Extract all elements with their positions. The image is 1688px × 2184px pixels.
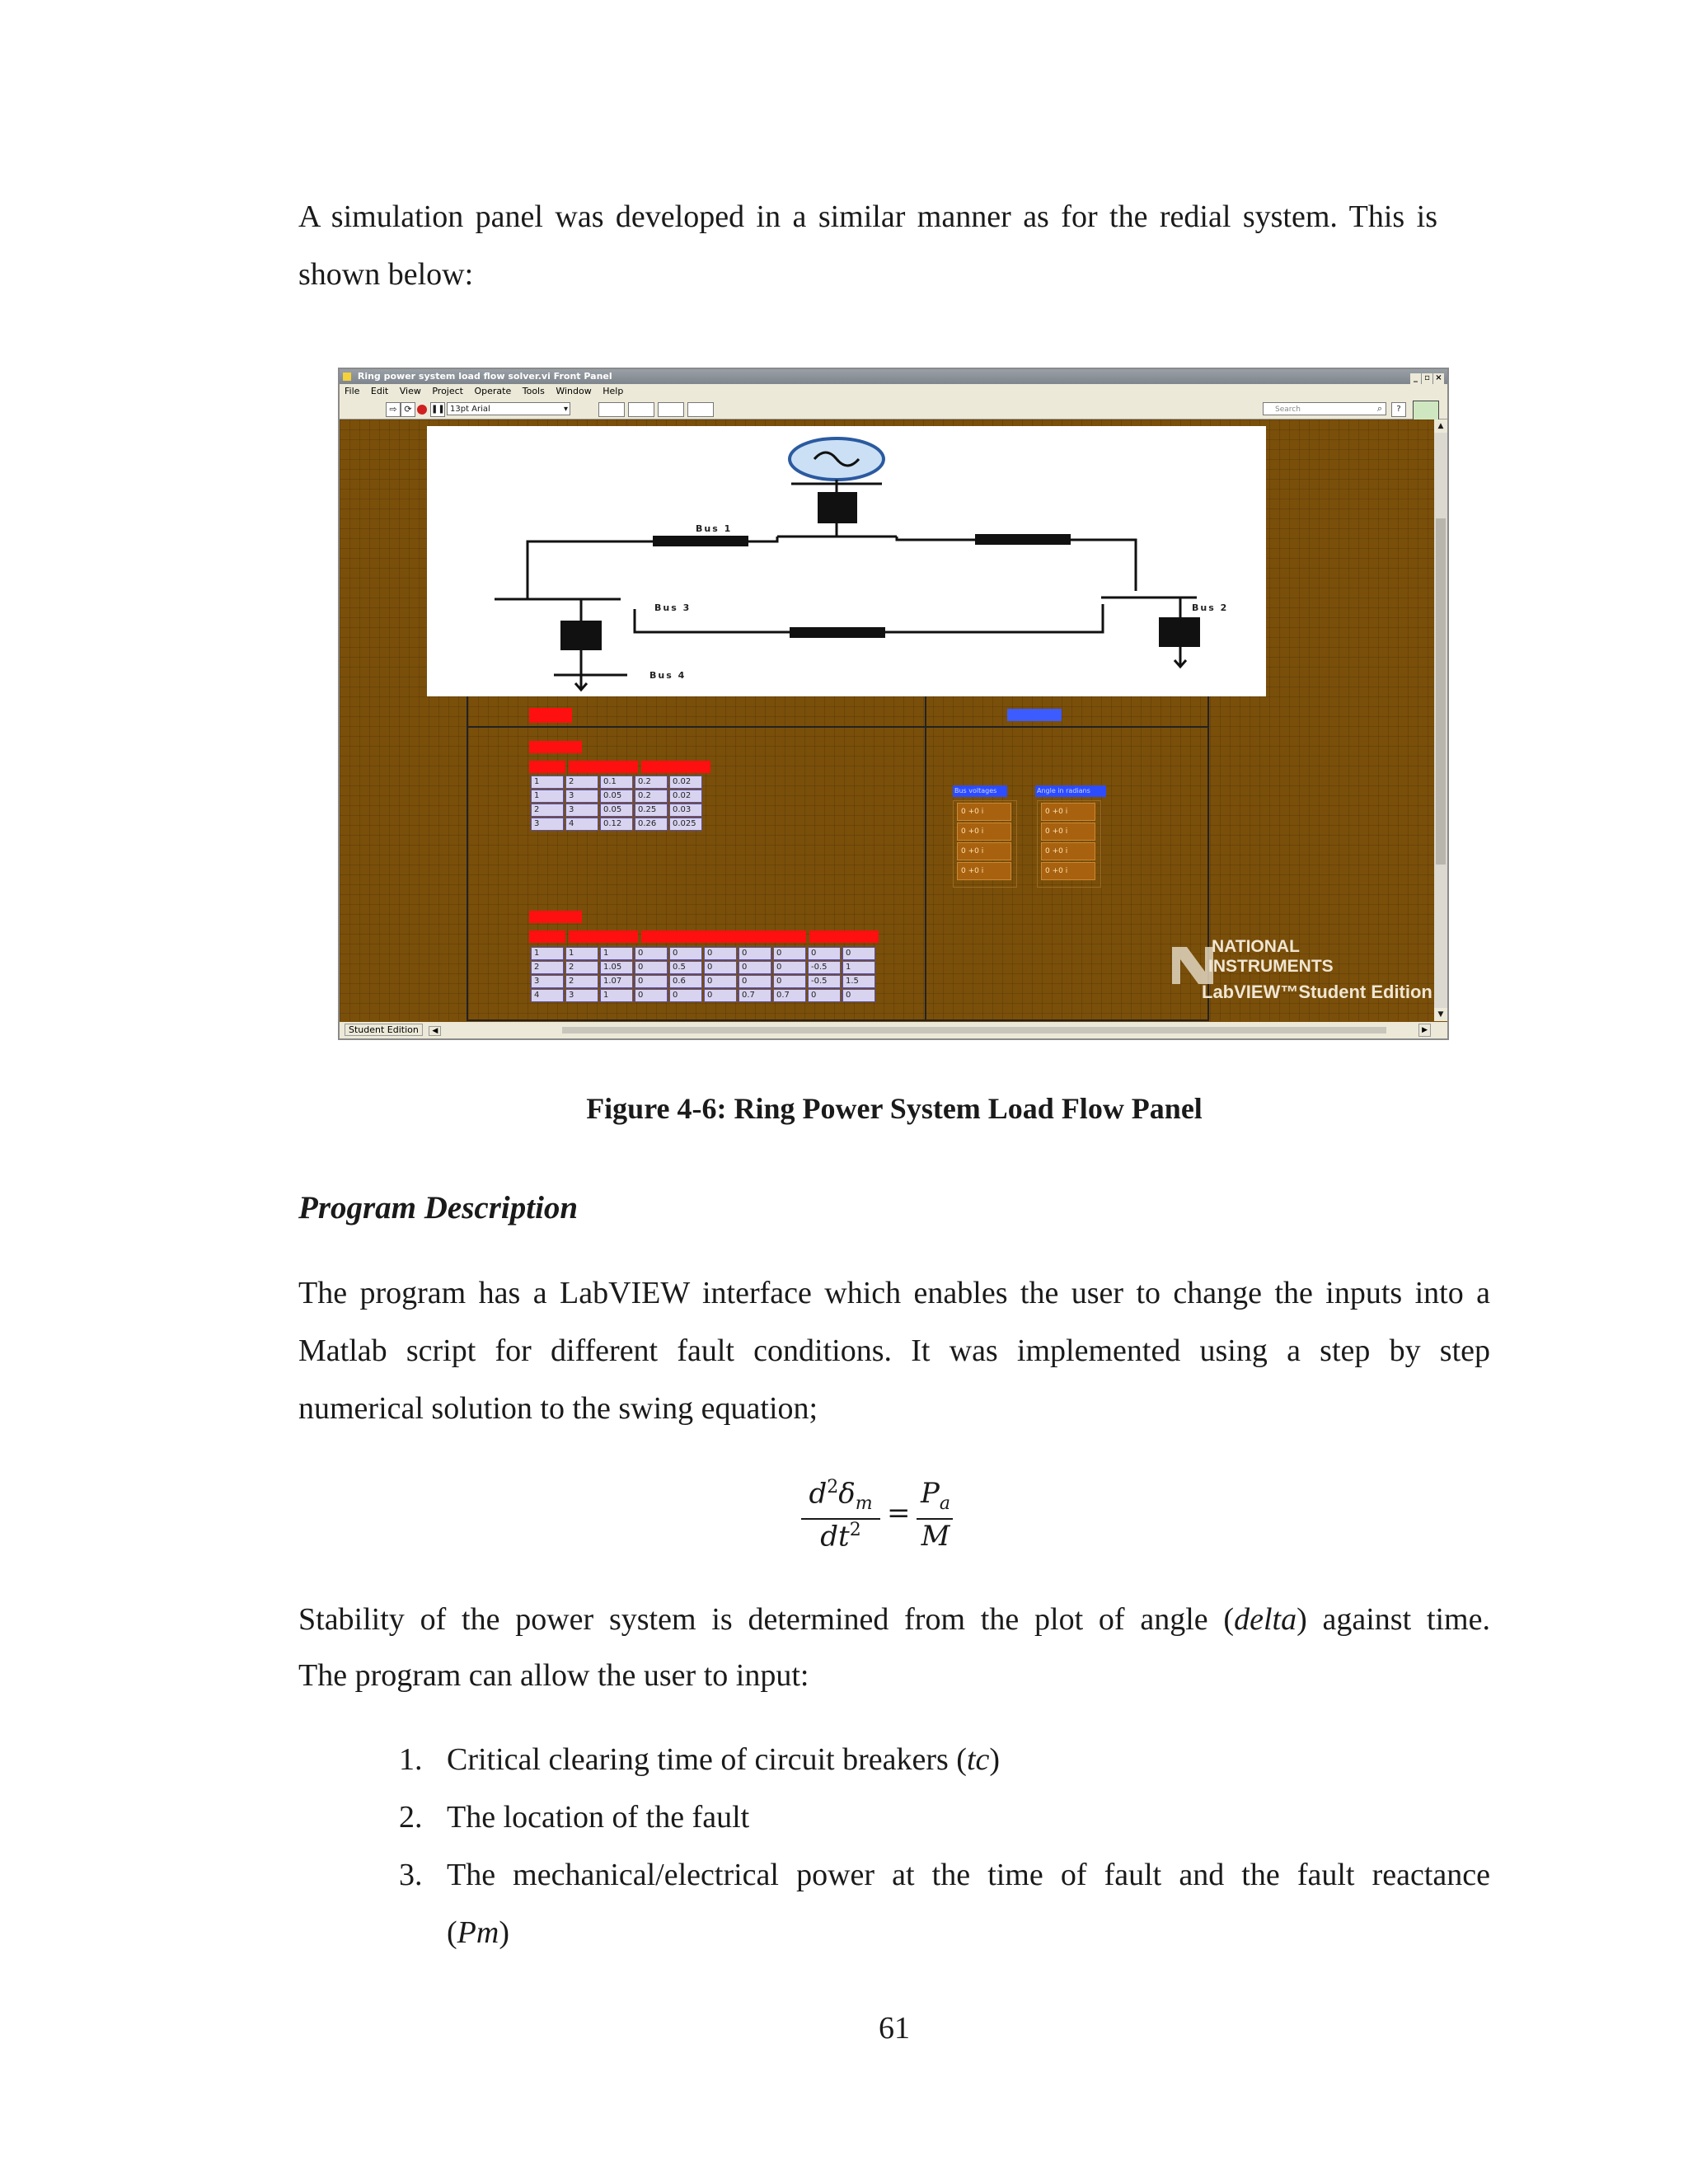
table-cell[interactable]: 0.05	[600, 804, 633, 817]
minimize-button[interactable]: _	[1410, 373, 1421, 384]
search-input[interactable]: Search ⌕	[1263, 402, 1386, 415]
swing-equation	[798, 1470, 963, 1561]
bus-table-header-3	[641, 930, 806, 943]
table-cell[interactable]: 0	[842, 947, 875, 960]
table-cell[interactable]: 3	[531, 818, 564, 831]
run-indicator	[1007, 709, 1062, 721]
table-cell[interactable]: 2	[565, 975, 598, 988]
watermark-instruments: INSTRUMENTS	[1208, 957, 1334, 976]
section-heading: Program Description	[298, 1190, 579, 1226]
para2-line-2: The program can allow the user to input:	[298, 1658, 809, 1693]
list-number: 3.	[399, 1858, 423, 1892]
table-cell[interactable]: 0.6	[669, 975, 702, 988]
table-cell[interactable]: 0	[773, 961, 806, 974]
table-cell[interactable]: 0	[704, 975, 737, 988]
pause-icon[interactable]: ❚❚	[430, 402, 445, 417]
equation-equals: =	[887, 1497, 911, 1530]
table-cell[interactable]: 0	[704, 961, 737, 974]
figure-caption: Figure 4-6: Ring Power System Load Flow Panel	[586, 1092, 1203, 1125]
equation-rhs-denominator: M	[921, 1520, 950, 1553]
table-cell[interactable]: 1	[531, 790, 564, 803]
angle-value: 0 +0 i	[1041, 803, 1095, 821]
para2-line-1: Stability of the power system is determined from the plot of angle (delta) against time.	[298, 1602, 1490, 1637]
table-cell[interactable]: 0	[635, 947, 668, 960]
angle-value: 0 +0 i	[1041, 842, 1095, 860]
vertical-scrollbar[interactable]	[1434, 419, 1447, 1021]
bus-table-header-2	[569, 930, 638, 943]
list-item: 3. The mechanical/electrical power at the time of fault and the fault reactance	[399, 1846, 1490, 1904]
bus-data-label	[529, 911, 582, 923]
table-cell[interactable]: 2	[531, 961, 564, 974]
table-row	[531, 776, 704, 790]
bus-voltages-array	[953, 800, 1017, 888]
table-cell[interactable]: 0.025	[669, 818, 702, 831]
reorder-icon[interactable]	[687, 402, 714, 417]
line-table-header-1	[529, 761, 565, 773]
table-cell[interactable]: -0.5	[808, 975, 841, 988]
table-cell[interactable]: 1	[600, 989, 633, 1002]
chevron-down-icon: ▾	[563, 405, 568, 414]
bus-table-header-1	[529, 930, 565, 943]
bus-voltages-label: Bus voltages	[953, 785, 1007, 797]
table-cell[interactable]: 0.7	[738, 989, 771, 1002]
table-cell[interactable]: 0	[669, 989, 702, 1002]
table-cell[interactable]: 0	[738, 975, 771, 988]
para1-line-2: Matlab script for different fault conditions. It was implemented using a step by step	[298, 1333, 1490, 1368]
table-cell[interactable]: 1.05	[600, 961, 633, 974]
search-icon: ⌕	[1376, 403, 1382, 414]
voltage-value: 0 +0 i	[957, 823, 1011, 841]
table-cell[interactable]: 0	[773, 975, 806, 988]
table-cell[interactable]: 2	[565, 961, 598, 974]
bus-2-label: Bus 2	[1192, 602, 1229, 613]
table-row	[531, 961, 877, 975]
horizontal-scrollbar[interactable]	[562, 1027, 1386, 1033]
bus-3-label: Bus 3	[654, 602, 692, 613]
menu-view[interactable]: View	[399, 386, 421, 396]
table-cell[interactable]: 0.02	[669, 776, 702, 789]
table-row	[531, 790, 704, 804]
ring-system-diagram	[427, 426, 1266, 696]
line-table-header-2	[569, 761, 638, 773]
table-cell[interactable]: 0.03	[669, 804, 702, 817]
table-cell[interactable]: 1.5	[842, 975, 875, 988]
menu-file[interactable]: File	[345, 386, 360, 396]
para1-line-1: The program has a LabVIEW interface which enables the user to change the inputs into a	[298, 1276, 1490, 1310]
line-table-header-3	[641, 761, 710, 773]
lv-status-bar	[340, 1022, 1447, 1038]
table-cell[interactable]: 0	[738, 947, 771, 960]
table-cell[interactable]: 1	[531, 776, 564, 789]
abort-icon[interactable]	[417, 405, 427, 415]
table-cell[interactable]: 1	[842, 961, 875, 974]
maximize-button[interactable]: ▫	[1422, 373, 1432, 384]
run-continuous-icon[interactable]: ⟳	[401, 402, 415, 417]
scroll-thumb[interactable]	[1436, 518, 1446, 865]
table-cell[interactable]: 0.2	[635, 776, 668, 789]
table-cell[interactable]: 3	[531, 975, 564, 988]
table-row	[531, 975, 877, 989]
table-cell[interactable]: 0.05	[600, 790, 633, 803]
page-number: 61	[879, 2011, 910, 2046]
angle-value: 0 +0 i	[1041, 862, 1095, 880]
menu-operate[interactable]: Operate	[474, 386, 512, 396]
watermark-edition: LabVIEW™Student Edition	[1202, 982, 1432, 1002]
table-cell[interactable]: 1	[600, 947, 633, 960]
table-row	[531, 947, 877, 961]
table-cell[interactable]: 4	[531, 989, 564, 1002]
scroll-left-button[interactable]: ◀	[429, 1026, 441, 1036]
intro-line-1: A simulation panel was developed in a similar manner as for the redial system. This is	[298, 199, 1437, 234]
table-cell[interactable]: 0	[704, 947, 737, 960]
equation-rhs-numerator: $P_a$	[920, 1477, 950, 1514]
table-cell[interactable]: 0	[738, 961, 771, 974]
frame-divider	[925, 696, 926, 1021]
labview-screenshot	[338, 368, 1449, 1040]
lv-menu-bar	[340, 384, 1447, 399]
table-cell[interactable]: 0.1	[600, 776, 633, 789]
para1-line-3: numerical solution to the swing equation;	[298, 1391, 818, 1426]
watermark-national: NATIONAL	[1212, 937, 1300, 956]
equation-lhs-numerator: $d^2\delta_m$	[809, 1477, 873, 1515]
table-cell[interactable]: 0	[808, 947, 841, 960]
table-cell[interactable]: 4	[565, 818, 598, 831]
list-number: 2.	[399, 1800, 423, 1835]
table-cell[interactable]: 0	[808, 989, 841, 1002]
angle-radians-array	[1037, 800, 1101, 888]
table-cell[interactable]: 2	[531, 804, 564, 817]
table-cell[interactable]: 0.02	[669, 790, 702, 803]
table-cell[interactable]: 3	[565, 790, 598, 803]
table-row	[531, 818, 704, 832]
voltage-value: 0 +0 i	[957, 862, 1011, 880]
menu-project[interactable]: Project	[432, 386, 463, 396]
table-cell[interactable]: 0	[635, 989, 668, 1002]
list-item: 2. The location of the fault	[399, 1788, 1490, 1846]
scroll-down-button[interactable]: ▼	[1434, 1008, 1447, 1021]
front-panel-area	[340, 419, 1434, 1021]
table-cell[interactable]: 3	[565, 989, 598, 1002]
bus-data-table[interactable]	[531, 947, 877, 1005]
intro-line-2: shown below:	[298, 257, 474, 292]
table-cell[interactable]: 0.25	[635, 804, 668, 817]
font-select[interactable]: 13pt Arial ▾	[447, 402, 570, 415]
list-item: 1. Critical clearing time of circuit breakers (tc)	[399, 1731, 1490, 1788]
table-cell[interactable]: 0	[773, 947, 806, 960]
frame-top-line	[467, 726, 1209, 728]
table-row	[531, 989, 877, 1003]
menu-window[interactable]: Window	[556, 386, 592, 396]
table-cell[interactable]: 1	[531, 947, 564, 960]
table-cell[interactable]: 0	[704, 989, 737, 1002]
list-item-continuation: (Pm)	[447, 1915, 509, 1950]
lv-window-title: Ring power system load flow solver.vi Front Panel	[357, 371, 612, 382]
input-title-label	[529, 708, 572, 723]
menu-tools[interactable]: Tools	[522, 386, 545, 396]
help-icon[interactable]: ?	[1391, 402, 1406, 417]
line-data-table[interactable]	[531, 776, 704, 833]
table-row	[531, 804, 704, 818]
table-cell[interactable]: 0.5	[669, 961, 702, 974]
ni-logo-icon	[1172, 939, 1213, 988]
table-cell[interactable]: 0	[635, 961, 668, 974]
voltage-value: 0 +0 i	[957, 803, 1011, 821]
equation-lhs-denominator: $dt^2$	[820, 1520, 861, 1554]
status-label: Student Edition	[345, 1024, 423, 1036]
table-cell[interactable]: 3	[565, 804, 598, 817]
table-cell[interactable]: 0	[669, 947, 702, 960]
bus-1-label: Bus 1	[696, 523, 733, 534]
voltage-value: 0 +0 i	[957, 842, 1011, 860]
angle-radians-label: Angle in radians	[1035, 785, 1106, 797]
menu-edit[interactable]: Edit	[370, 386, 389, 396]
align-objects-icon[interactable]	[598, 402, 625, 417]
table-cell[interactable]: 0.7	[773, 989, 806, 1002]
table-cell[interactable]: -0.5	[808, 961, 841, 974]
menu-help[interactable]: Help	[603, 386, 624, 396]
scroll-up-button[interactable]: ▲	[1434, 419, 1447, 433]
table-cell[interactable]: 0.2	[635, 790, 668, 803]
table-cell[interactable]: 1.07	[600, 975, 633, 988]
lv-toolbar	[340, 399, 1447, 419]
bus-4-label: Bus 4	[649, 670, 687, 681]
distribute-objects-icon[interactable]	[628, 402, 654, 417]
table-cell[interactable]: 0.26	[635, 818, 668, 831]
scroll-right-button[interactable]: ▶	[1418, 1024, 1431, 1037]
bus-table-header-4	[809, 930, 879, 943]
table-cell[interactable]: 1	[565, 947, 598, 960]
table-cell[interactable]: 0	[635, 975, 668, 988]
run-arrow-icon[interactable]: ⇨	[386, 402, 401, 417]
table-cell[interactable]: 2	[565, 776, 598, 789]
resize-objects-icon[interactable]	[658, 402, 684, 417]
close-button[interactable]: ×	[1433, 373, 1444, 384]
lv-run-icon	[343, 373, 351, 381]
list-number: 1.	[399, 1742, 423, 1777]
lv-title-bar	[340, 369, 1447, 384]
table-cell[interactable]: 0.12	[600, 818, 633, 831]
table-cell[interactable]: 0	[842, 989, 875, 1002]
line-data-label	[529, 741, 582, 753]
angle-value: 0 +0 i	[1041, 823, 1095, 841]
